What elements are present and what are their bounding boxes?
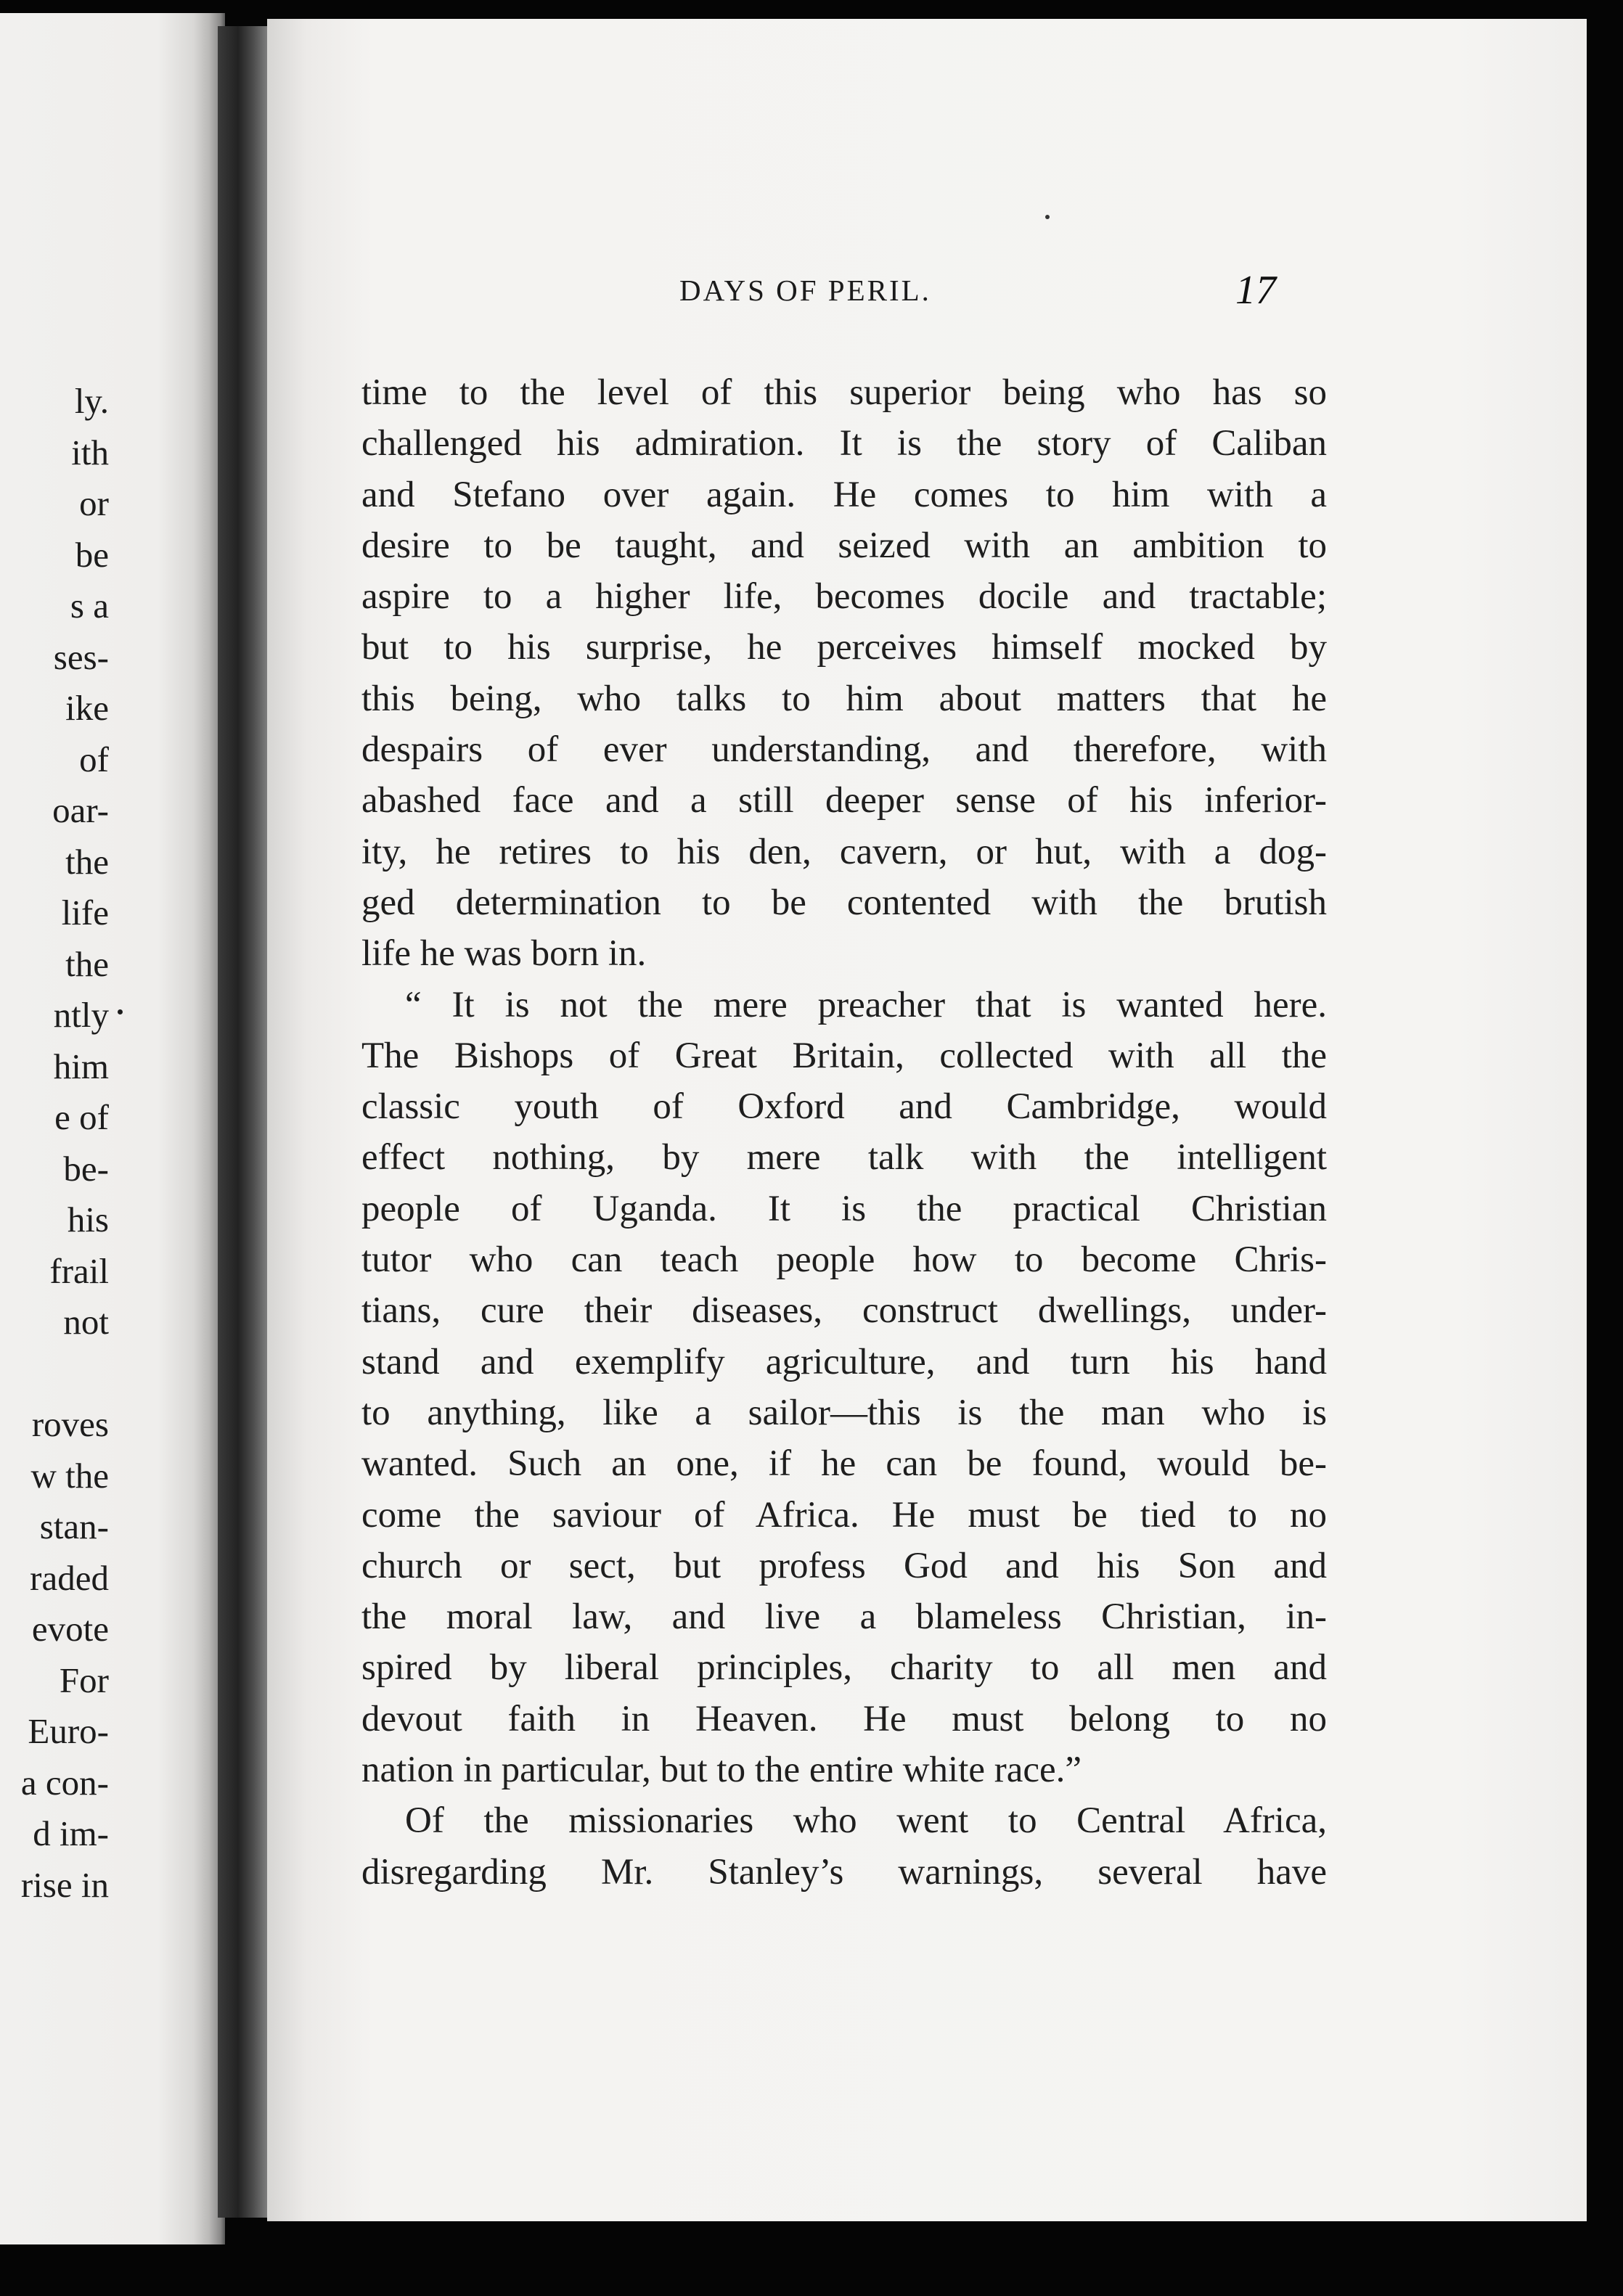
facing-page-line: evote: [31, 1609, 109, 1649]
running-title: DAYS OF PERIL.: [679, 274, 931, 307]
text-line: spired by liberal principles, charity to all men and: [361, 1647, 1327, 1689]
facing-page-line: raded: [30, 1557, 109, 1598]
facing-page-line: frail: [49, 1250, 109, 1291]
facing-page-line: a con-: [20, 1762, 109, 1803]
facing-page-line: ntly: [53, 995, 109, 1035]
facing-page-line: [0, 1348, 109, 1400]
text-line: challenged his admiration. It is the story of Caliban: [361, 423, 1327, 464]
facing-page-line: roves: [31, 1404, 109, 1444]
text-line: stand and exemplify agriculture, and turn his hand: [361, 1341, 1327, 1382]
text-line: tians, cure their diseases, construct dwellings, under-: [361, 1290, 1327, 1332]
text-line: this being, who talks to him about matters that he: [361, 678, 1327, 719]
facing-page-line: ike: [65, 688, 109, 728]
text-line: aspire to a higher life, becomes docile and tractable;: [361, 576, 1327, 618]
text-line: ged determination to be contented with the brutish: [361, 882, 1327, 923]
text-line: ity, he retires to his den, cavern, or hut, with a dog-: [361, 831, 1327, 872]
facing-page-text: [0, 376, 109, 1911]
print-speck: [1045, 215, 1050, 219]
facing-page-line: life: [61, 893, 109, 932]
book-page: [267, 19, 1587, 2221]
facing-page-line: the: [65, 943, 109, 984]
text-line: despairs of ever understanding, and therefore, with: [361, 729, 1327, 771]
facing-page-line: s a: [70, 586, 109, 626]
text-line: wanted. Such an one, if he can be found, would be-: [361, 1443, 1327, 1485]
text-line: to anything, like a sailor—this is the man who is: [361, 1392, 1327, 1433]
text-line: The Bishops of Great Britain, collected with all the: [361, 1035, 1327, 1076]
facing-page-line: or: [79, 483, 109, 523]
text-line: effect nothing, by mere talk with the intelligent: [361, 1137, 1327, 1178]
facing-page-line: stan-: [39, 1506, 109, 1546]
facing-page-line: the: [65, 841, 109, 882]
page-number: 17: [1235, 268, 1276, 313]
facing-page: [0, 13, 225, 2244]
text-line: church or sect, but profess God and his Son and: [361, 1545, 1327, 1586]
text-line: and Stefano over again. He comes to him with a: [361, 474, 1327, 515]
facing-page-line: oar-: [52, 790, 109, 830]
text-line: the moral law, and live a blameless Christian, in-: [361, 1596, 1327, 1638]
facing-page-line: his: [67, 1200, 109, 1239]
facing-page-line: not: [63, 1302, 109, 1342]
facing-page-line: him: [53, 1046, 109, 1086]
text-line: people of Uganda. It is the practical Christian: [361, 1188, 1327, 1229]
facing-page-line: ses-: [53, 636, 109, 677]
text-line: come the saviour of Africa. He must be tied to no: [361, 1494, 1327, 1536]
text-line: nation in particular, but to the entire white race.”: [361, 1750, 1082, 1791]
margin-mark: [118, 1009, 123, 1014]
text-line: time to the level of this superior being who has so: [361, 372, 1327, 413]
text-line: classic youth of Oxford and Cambridge, would: [361, 1086, 1327, 1128]
facing-page-line: rise in: [20, 1864, 109, 1905]
facing-page-line: w the: [30, 1455, 109, 1496]
facing-page-line: d im-: [33, 1813, 109, 1853]
facing-page-line: ly.: [74, 381, 109, 421]
running-head: [267, 268, 1587, 316]
facing-page-line: be: [75, 534, 109, 575]
facing-page-line: of: [79, 739, 109, 779]
body-text: [361, 367, 1327, 1898]
text-line: abashed face and a still deeper sense of his inferior-: [361, 780, 1327, 821]
text-line: life he was born in.: [361, 933, 647, 975]
text-line: devout faith in Heaven. He must belong to no: [361, 1698, 1327, 1739]
text-line: disregarding Mr. Stanley’s warnings, several have: [361, 1851, 1327, 1893]
facing-page-line: For: [59, 1660, 109, 1700]
text-line: tutor who can teach people how to become Chris-: [361, 1239, 1327, 1281]
text-line: “ It is not the mere preacher that is wanted here.: [405, 984, 1327, 1025]
facing-page-line: Euro-: [28, 1711, 109, 1751]
text-line: Of the missionaries who went to Central Africa,: [405, 1800, 1327, 1842]
text-line: but to his surprise, he perceives himself mocked by: [361, 627, 1327, 668]
facing-page-line: be-: [63, 1148, 109, 1189]
facing-page-line: ith: [71, 432, 109, 472]
text-line: desire to be taught, and seized with an ambition to: [361, 525, 1327, 566]
facing-page-line: e of: [54, 1097, 109, 1137]
